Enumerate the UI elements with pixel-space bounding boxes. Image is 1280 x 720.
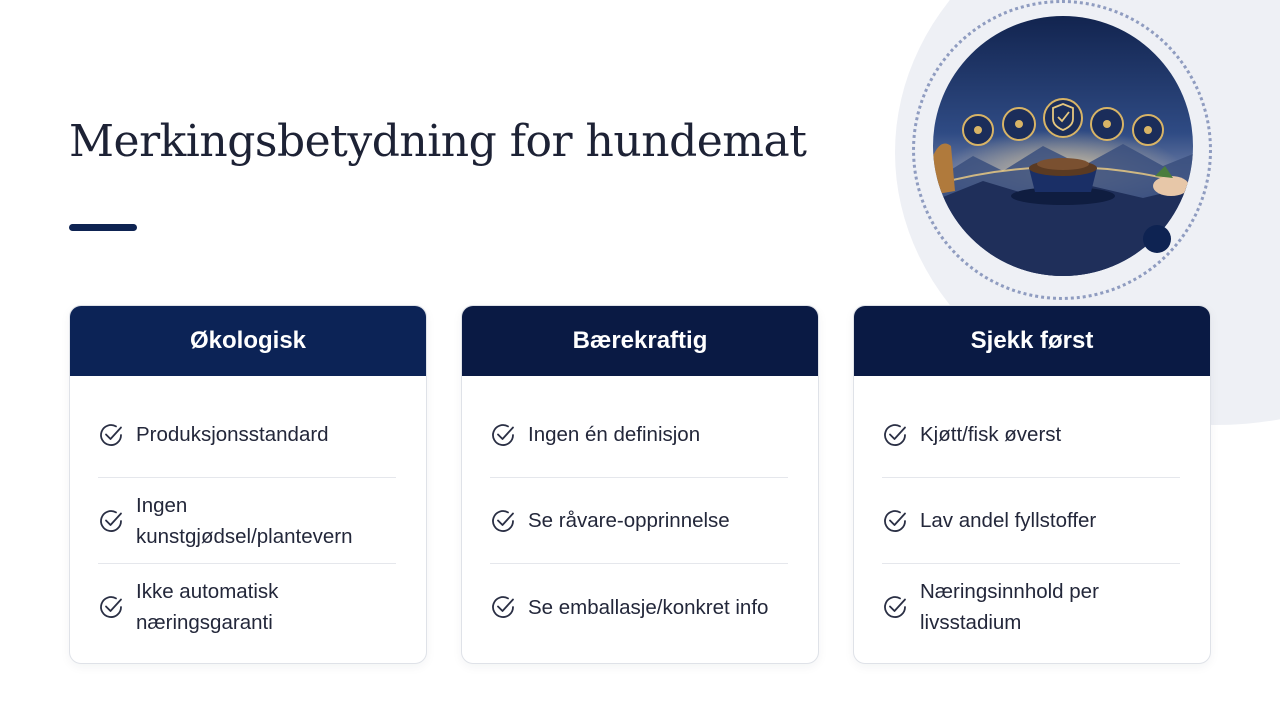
list-item — [98, 564, 396, 650]
list-item-text: Se råvare-opprinnelse — [528, 509, 730, 532]
card-heading: Bærekraftig — [462, 306, 818, 376]
card-item-list — [462, 376, 818, 650]
check-circle-icon — [490, 422, 516, 448]
list-item-text: Produksjonsstandard — [136, 423, 329, 446]
list-item-text: Ikke automatisk næringsgaranti — [136, 580, 279, 634]
check-circle-icon — [882, 422, 908, 448]
list-item-text: Næringsinnhold per livsstadium — [920, 580, 1099, 634]
check-circle-icon — [882, 508, 908, 534]
card-sjekk-forst — [853, 305, 1211, 664]
list-item-text: Lav andel fyllstoffer — [920, 509, 1097, 532]
card-heading: Økologisk — [70, 306, 426, 376]
list-item-text: Ingen én definisjon — [528, 423, 701, 446]
list-item-text: Ingen kunstgjødsel/plantevern — [136, 493, 353, 548]
list-item — [490, 564, 788, 650]
list-item-text: Se emballasje/konkret info — [528, 595, 769, 619]
list-item — [490, 392, 788, 478]
card-heading: Sjekk først — [854, 306, 1210, 376]
list-item — [98, 392, 396, 478]
check-circle-icon — [98, 422, 124, 448]
check-circle-icon — [98, 594, 124, 620]
list-item — [490, 478, 788, 564]
card-item-list — [70, 376, 426, 650]
check-circle-icon — [882, 594, 908, 620]
list-item — [98, 478, 396, 564]
accent-dot — [1143, 225, 1171, 253]
list-item-text: Kjøtt/fisk øverst — [920, 423, 1062, 446]
card-okologisk — [69, 305, 427, 664]
list-item — [882, 564, 1180, 650]
title-underline — [69, 224, 137, 231]
card-item-list — [854, 376, 1210, 650]
page-title: Merkingsbetydning for hundemat — [69, 116, 807, 167]
list-item — [882, 392, 1180, 478]
card-baerekraftig — [461, 305, 819, 664]
list-item — [882, 478, 1180, 564]
check-circle-icon — [490, 508, 516, 534]
check-circle-icon — [98, 508, 124, 534]
check-circle-icon — [490, 594, 516, 620]
